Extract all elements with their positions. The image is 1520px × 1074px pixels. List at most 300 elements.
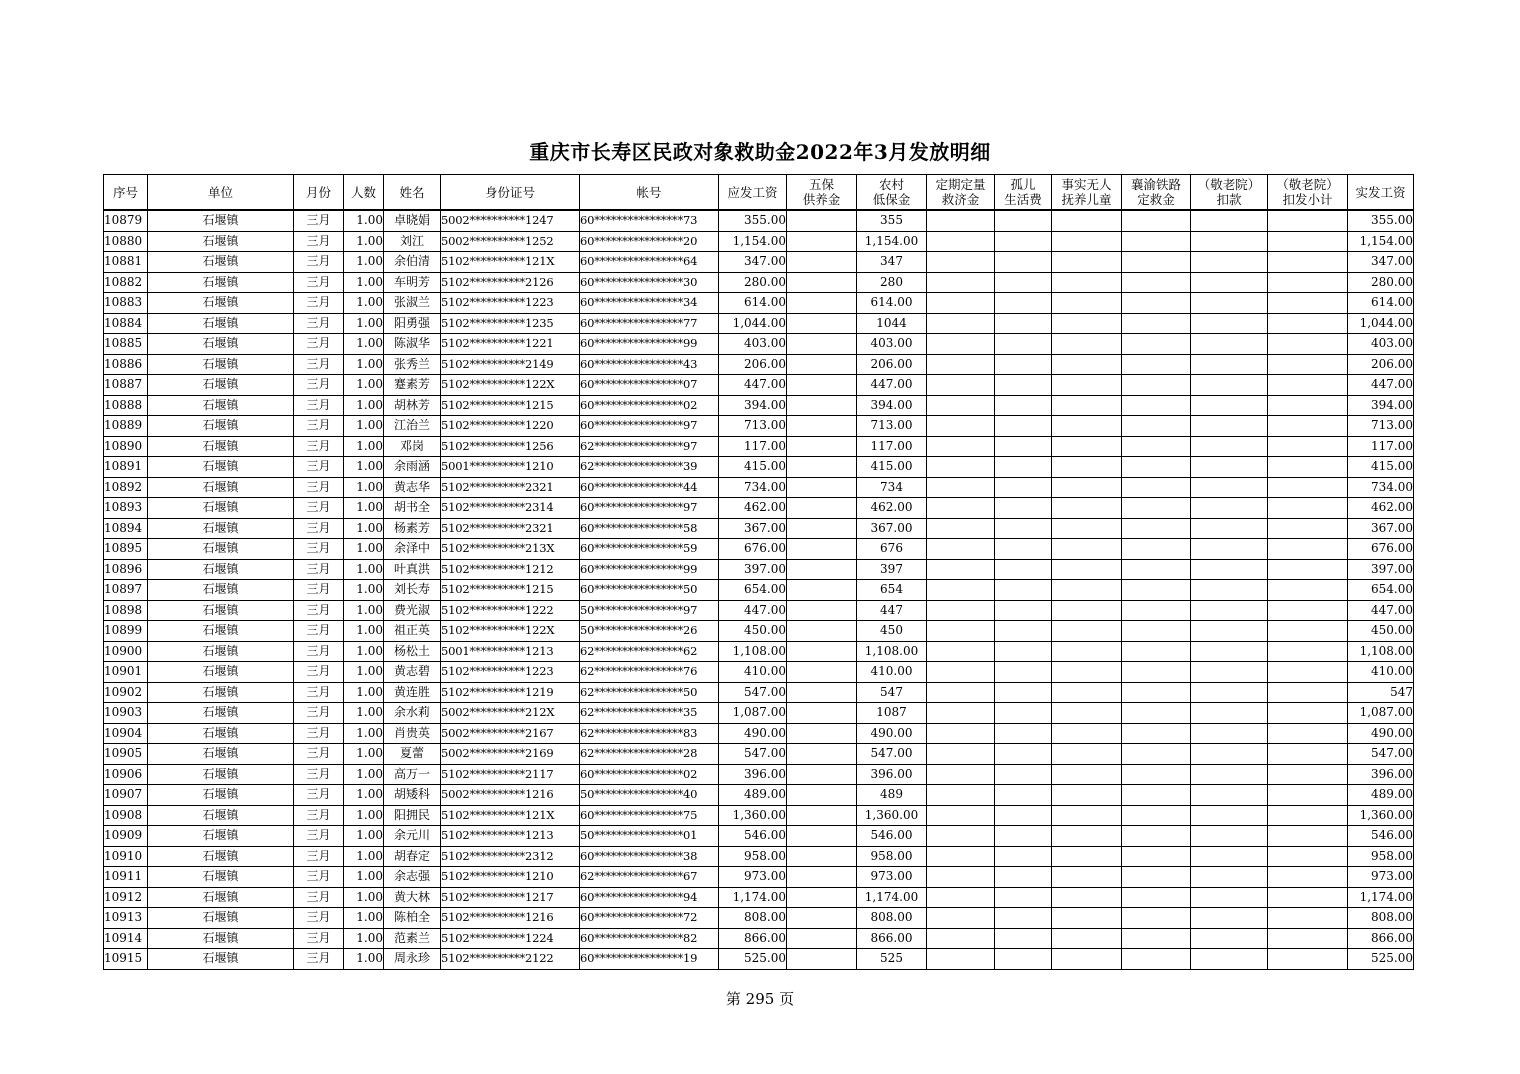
cell-xiangyu xyxy=(1122,662,1191,683)
cell-jlykk xyxy=(1191,949,1268,970)
cell-name: 江治兰 xyxy=(384,416,441,437)
cell-payable: 396.00 xyxy=(719,764,787,785)
cell-jlykk xyxy=(1191,559,1268,580)
table-row xyxy=(104,703,1414,724)
cell-unit: 石堰镇 xyxy=(148,887,294,908)
cell-id: 5102**********1215 xyxy=(441,395,580,416)
cell-month: 三月 xyxy=(294,805,344,826)
cell-dingqi xyxy=(927,805,995,826)
cell-wubao xyxy=(787,231,857,252)
cell-month: 三月 xyxy=(294,477,344,498)
cell-xiangyu xyxy=(1122,252,1191,273)
cell-guer xyxy=(995,887,1052,908)
col-name: 姓名 xyxy=(384,175,441,211)
cell-payable: 450.00 xyxy=(719,621,787,642)
cell-unit: 石堰镇 xyxy=(148,539,294,560)
cell-wubao xyxy=(787,498,857,519)
col-id: 身份证号 xyxy=(441,175,580,211)
cell-guer xyxy=(995,744,1052,765)
table-row xyxy=(104,334,1414,355)
cell-shishi xyxy=(1052,723,1122,744)
cell-payable: 1,174.00 xyxy=(719,887,787,908)
cell-name: 车明芳 xyxy=(384,272,441,293)
table-row xyxy=(104,231,1414,252)
cell-month: 三月 xyxy=(294,518,344,539)
cell-name: 夏蕾 xyxy=(384,744,441,765)
cell-id: 5102**********121X xyxy=(441,805,580,826)
cell-wubao xyxy=(787,457,857,478)
cell-payable: 614.00 xyxy=(719,293,787,314)
table-row xyxy=(104,457,1414,478)
cell-payable: 546.00 xyxy=(719,826,787,847)
cell-xiangyu xyxy=(1122,764,1191,785)
cell-payable: 1,087.00 xyxy=(719,703,787,724)
cell-jlykk xyxy=(1191,231,1268,252)
cell-month: 三月 xyxy=(294,436,344,457)
table-row xyxy=(104,764,1414,785)
cell-seq: 10910 xyxy=(104,846,148,867)
cell-name: 蹇素芳 xyxy=(384,375,441,396)
cell-dibao: 490.00 xyxy=(857,723,927,744)
cell-jlykk xyxy=(1191,641,1268,662)
cell-name: 叶真洪 xyxy=(384,559,441,580)
cell-jlyxj xyxy=(1268,334,1348,355)
cell-name: 祖正英 xyxy=(384,621,441,642)
cell-wubao xyxy=(787,662,857,683)
cell-dibao: 614.00 xyxy=(857,293,927,314)
cell-count: 1.00 xyxy=(344,908,384,929)
cell-payable: 206.00 xyxy=(719,354,787,375)
cell-count: 1.00 xyxy=(344,477,384,498)
cell-payable: 415.00 xyxy=(719,457,787,478)
cell-id: 5002**********1252 xyxy=(441,231,580,252)
table-row xyxy=(104,416,1414,437)
cell-name: 黄志碧 xyxy=(384,662,441,683)
cell-wubao xyxy=(787,477,857,498)
cell-id: 5102**********1216 xyxy=(441,908,580,929)
cell-name: 周永珍 xyxy=(384,949,441,970)
cell-count: 1.00 xyxy=(344,600,384,621)
cell-account: 60****************73 xyxy=(580,210,719,231)
cell-count: 1.00 xyxy=(344,313,384,334)
cell-jlykk xyxy=(1191,457,1268,478)
cell-seq: 10905 xyxy=(104,744,148,765)
cell-seq: 10886 xyxy=(104,354,148,375)
cell-dibao: 394.00 xyxy=(857,395,927,416)
cell-unit: 石堰镇 xyxy=(148,846,294,867)
cell-name: 黄大林 xyxy=(384,887,441,908)
table-row xyxy=(104,210,1414,231)
cell-jlyxj xyxy=(1268,559,1348,580)
cell-wubao xyxy=(787,210,857,231)
cell-id: 5102**********1212 xyxy=(441,559,580,580)
cell-seq: 10891 xyxy=(104,457,148,478)
cell-jlykk xyxy=(1191,703,1268,724)
cell-actual: 489.00 xyxy=(1348,785,1414,806)
cell-id: 5102**********122X xyxy=(441,375,580,396)
cell-count: 1.00 xyxy=(344,436,384,457)
cell-dingqi xyxy=(927,539,995,560)
table-row xyxy=(104,293,1414,314)
cell-actual: 676.00 xyxy=(1348,539,1414,560)
cell-account: 60****************59 xyxy=(580,539,719,560)
cell-guer xyxy=(995,293,1052,314)
cell-shishi xyxy=(1052,436,1122,457)
cell-count: 1.00 xyxy=(344,293,384,314)
cell-wubao xyxy=(787,416,857,437)
table-row xyxy=(104,641,1414,662)
cell-account: 60****************97 xyxy=(580,498,719,519)
cell-jlyxj xyxy=(1268,477,1348,498)
cell-payable: 394.00 xyxy=(719,395,787,416)
cell-jlyxj xyxy=(1268,231,1348,252)
cell-dingqi xyxy=(927,928,995,949)
cell-month: 三月 xyxy=(294,867,344,888)
cell-wubao xyxy=(787,949,857,970)
cell-jlyxj xyxy=(1268,580,1348,601)
cell-wubao xyxy=(787,744,857,765)
cell-dibao: 866.00 xyxy=(857,928,927,949)
col-payable: 应发工资 xyxy=(719,175,787,211)
cell-id: 5102**********2126 xyxy=(441,272,580,293)
table-row xyxy=(104,928,1414,949)
cell-seq: 10888 xyxy=(104,395,148,416)
cell-name: 胡林芳 xyxy=(384,395,441,416)
cell-payable: 367.00 xyxy=(719,518,787,539)
cell-dibao: 447.00 xyxy=(857,375,927,396)
cell-jlyxj xyxy=(1268,744,1348,765)
cell-month: 三月 xyxy=(294,826,344,847)
cell-shishi xyxy=(1052,764,1122,785)
cell-payable: 1,108.00 xyxy=(719,641,787,662)
cell-wubao xyxy=(787,313,857,334)
cell-jlykk xyxy=(1191,764,1268,785)
cell-jlykk xyxy=(1191,682,1268,703)
cell-guer xyxy=(995,949,1052,970)
cell-payable: 808.00 xyxy=(719,908,787,929)
cell-name: 卓晓娟 xyxy=(384,210,441,231)
cell-jlyxj xyxy=(1268,703,1348,724)
cell-month: 三月 xyxy=(294,600,344,621)
cell-dingqi xyxy=(927,826,995,847)
cell-dingqi xyxy=(927,375,995,396)
cell-dingqi xyxy=(927,293,995,314)
cell-dingqi xyxy=(927,457,995,478)
cell-count: 1.00 xyxy=(344,928,384,949)
cell-id: 5001**********1213 xyxy=(441,641,580,662)
cell-guer xyxy=(995,867,1052,888)
cell-shishi xyxy=(1052,641,1122,662)
table-row xyxy=(104,395,1414,416)
cell-seq: 10901 xyxy=(104,662,148,683)
cell-id: 5102**********122X xyxy=(441,621,580,642)
cell-seq: 10906 xyxy=(104,764,148,785)
cell-guer xyxy=(995,621,1052,642)
cell-id: 5002**********212X xyxy=(441,703,580,724)
cell-jlykk xyxy=(1191,600,1268,621)
cell-payable: 547.00 xyxy=(719,682,787,703)
table-row xyxy=(104,887,1414,908)
cell-guer xyxy=(995,703,1052,724)
table-row xyxy=(104,252,1414,273)
cell-id: 5002**********2169 xyxy=(441,744,580,765)
cell-dibao: 462.00 xyxy=(857,498,927,519)
cell-shishi xyxy=(1052,600,1122,621)
cell-xiangyu xyxy=(1122,621,1191,642)
cell-actual: 1,044.00 xyxy=(1348,313,1414,334)
cell-name: 黄连胜 xyxy=(384,682,441,703)
cell-name: 刘江 xyxy=(384,231,441,252)
cell-count: 1.00 xyxy=(344,457,384,478)
cell-count: 1.00 xyxy=(344,580,384,601)
cell-unit: 石堰镇 xyxy=(148,641,294,662)
cell-guer xyxy=(995,805,1052,826)
cell-month: 三月 xyxy=(294,375,344,396)
cell-month: 三月 xyxy=(294,723,344,744)
cell-unit: 石堰镇 xyxy=(148,744,294,765)
cell-xiangyu xyxy=(1122,723,1191,744)
cell-jlykk xyxy=(1191,662,1268,683)
cell-name: 余志强 xyxy=(384,867,441,888)
cell-id: 5102**********1256 xyxy=(441,436,580,457)
cell-shishi xyxy=(1052,313,1122,334)
cell-unit: 石堰镇 xyxy=(148,600,294,621)
cell-name: 肖贵英 xyxy=(384,723,441,744)
cell-id: 5102**********1219 xyxy=(441,682,580,703)
cell-shishi xyxy=(1052,703,1122,724)
table-row xyxy=(104,518,1414,539)
cell-count: 1.00 xyxy=(344,826,384,847)
cell-account: 60****************99 xyxy=(580,334,719,355)
cell-count: 1.00 xyxy=(344,703,384,724)
cell-count: 1.00 xyxy=(344,354,384,375)
table-row xyxy=(104,600,1414,621)
cell-jlykk xyxy=(1191,867,1268,888)
cell-name: 陈柏全 xyxy=(384,908,441,929)
cell-month: 三月 xyxy=(294,252,344,273)
cell-unit: 石堰镇 xyxy=(148,785,294,806)
cell-actual: 958.00 xyxy=(1348,846,1414,867)
cell-month: 三月 xyxy=(294,559,344,580)
cell-jlykk xyxy=(1191,805,1268,826)
cell-shishi xyxy=(1052,949,1122,970)
cell-wubao xyxy=(787,436,857,457)
cell-dibao: 1,360.00 xyxy=(857,805,927,826)
cell-id: 5102**********2314 xyxy=(441,498,580,519)
cell-id: 5102**********213X xyxy=(441,539,580,560)
cell-guer xyxy=(995,457,1052,478)
cell-seq: 10887 xyxy=(104,375,148,396)
cell-name: 张秀兰 xyxy=(384,354,441,375)
cell-name: 阳拥民 xyxy=(384,805,441,826)
cell-count: 1.00 xyxy=(344,375,384,396)
table-body xyxy=(104,210,1414,969)
cell-actual: 403.00 xyxy=(1348,334,1414,355)
header-row xyxy=(104,175,1414,211)
cell-name: 余元川 xyxy=(384,826,441,847)
cell-xiangyu xyxy=(1122,313,1191,334)
cell-dibao: 546.00 xyxy=(857,826,927,847)
cell-name: 高万一 xyxy=(384,764,441,785)
cell-month: 三月 xyxy=(294,354,344,375)
cell-month: 三月 xyxy=(294,928,344,949)
cell-wubao xyxy=(787,293,857,314)
cell-dingqi xyxy=(927,703,995,724)
cell-actual: 1,108.00 xyxy=(1348,641,1414,662)
cell-dibao: 280 xyxy=(857,272,927,293)
cell-jlyxj xyxy=(1268,928,1348,949)
table-row xyxy=(104,662,1414,683)
cell-guer xyxy=(995,272,1052,293)
cell-count: 1.00 xyxy=(344,539,384,560)
table-row xyxy=(104,313,1414,334)
cell-jlyxj xyxy=(1268,354,1348,375)
cell-jlykk xyxy=(1191,313,1268,334)
cell-jlyxj xyxy=(1268,457,1348,478)
cell-dingqi xyxy=(927,313,995,334)
cell-shishi xyxy=(1052,334,1122,355)
cell-wubao xyxy=(787,867,857,888)
cell-dingqi xyxy=(927,395,995,416)
cell-dingqi xyxy=(927,764,995,785)
cell-dingqi xyxy=(927,846,995,867)
cell-guer xyxy=(995,498,1052,519)
cell-actual: 462.00 xyxy=(1348,498,1414,519)
cell-shishi xyxy=(1052,498,1122,519)
cell-shishi xyxy=(1052,682,1122,703)
cell-wubao xyxy=(787,928,857,949)
cell-month: 三月 xyxy=(294,764,344,785)
cell-id: 5002**********1247 xyxy=(441,210,580,231)
cell-dibao: 713.00 xyxy=(857,416,927,437)
col-jlykk: （敬老院） 扣款 xyxy=(1191,175,1268,211)
cell-month: 三月 xyxy=(294,908,344,929)
cell-dingqi xyxy=(927,600,995,621)
cell-name: 阳勇强 xyxy=(384,313,441,334)
cell-guer xyxy=(995,313,1052,334)
cell-dingqi xyxy=(927,867,995,888)
cell-jlyxj xyxy=(1268,539,1348,560)
cell-xiangyu xyxy=(1122,805,1191,826)
cell-account: 62****************28 xyxy=(580,744,719,765)
cell-name: 余水莉 xyxy=(384,703,441,724)
cell-jlykk xyxy=(1191,887,1268,908)
cell-seq: 10896 xyxy=(104,559,148,580)
cell-account: 60****************19 xyxy=(580,949,719,970)
cell-seq: 10899 xyxy=(104,621,148,642)
cell-count: 1.00 xyxy=(344,559,384,580)
cell-xiangyu xyxy=(1122,682,1191,703)
cell-account: 62****************50 xyxy=(580,682,719,703)
cell-seq: 10889 xyxy=(104,416,148,437)
cell-jlyxj xyxy=(1268,805,1348,826)
cell-guer xyxy=(995,231,1052,252)
cell-guer xyxy=(995,395,1052,416)
cell-dibao: 447 xyxy=(857,600,927,621)
cell-dingqi xyxy=(927,334,995,355)
cell-month: 三月 xyxy=(294,395,344,416)
cell-unit: 石堰镇 xyxy=(148,723,294,744)
cell-shishi xyxy=(1052,744,1122,765)
cell-count: 1.00 xyxy=(344,846,384,867)
cell-count: 1.00 xyxy=(344,949,384,970)
table-row xyxy=(104,949,1414,970)
cell-jlyxj xyxy=(1268,252,1348,273)
cell-account: 60****************20 xyxy=(580,231,719,252)
cell-month: 三月 xyxy=(294,744,344,765)
cell-dibao: 117.00 xyxy=(857,436,927,457)
cell-account: 50****************26 xyxy=(580,621,719,642)
cell-name: 刘长寿 xyxy=(384,580,441,601)
cell-name: 黄志华 xyxy=(384,477,441,498)
cell-month: 三月 xyxy=(294,313,344,334)
cell-dingqi xyxy=(927,949,995,970)
cell-dingqi xyxy=(927,580,995,601)
cell-shishi xyxy=(1052,805,1122,826)
cell-seq: 10912 xyxy=(104,887,148,908)
cell-jlyxj xyxy=(1268,293,1348,314)
cell-month: 三月 xyxy=(294,334,344,355)
cell-unit: 石堰镇 xyxy=(148,272,294,293)
col-month: 月份 xyxy=(294,175,344,211)
cell-seq: 10879 xyxy=(104,210,148,231)
cell-count: 1.00 xyxy=(344,252,384,273)
cell-xiangyu xyxy=(1122,887,1191,908)
cell-dingqi xyxy=(927,682,995,703)
cell-seq: 10908 xyxy=(104,805,148,826)
cell-id: 5102**********1217 xyxy=(441,887,580,908)
table-row xyxy=(104,846,1414,867)
cell-unit: 石堰镇 xyxy=(148,908,294,929)
cell-guer xyxy=(995,641,1052,662)
cell-shishi xyxy=(1052,375,1122,396)
cell-jlyxj xyxy=(1268,949,1348,970)
cell-guer xyxy=(995,764,1052,785)
cell-actual: 355.00 xyxy=(1348,210,1414,231)
cell-dibao: 547 xyxy=(857,682,927,703)
col-actual: 实发工资 xyxy=(1348,175,1414,211)
table-row xyxy=(104,805,1414,826)
cell-xiangyu xyxy=(1122,210,1191,231)
cell-count: 1.00 xyxy=(344,231,384,252)
cell-count: 1.00 xyxy=(344,395,384,416)
cell-unit: 石堰镇 xyxy=(148,457,294,478)
cell-actual: 415.00 xyxy=(1348,457,1414,478)
cell-shishi xyxy=(1052,559,1122,580)
cell-account: 62****************76 xyxy=(580,662,719,683)
cell-id: 5102**********2321 xyxy=(441,477,580,498)
cell-unit: 石堰镇 xyxy=(148,559,294,580)
cell-jlyxj xyxy=(1268,723,1348,744)
cell-payable: 397.00 xyxy=(719,559,787,580)
cell-count: 1.00 xyxy=(344,334,384,355)
cell-dingqi xyxy=(927,559,995,580)
cell-name: 邓岗 xyxy=(384,436,441,457)
col-shishi: 事实无人 抚养儿童 xyxy=(1052,175,1122,211)
cell-jlykk xyxy=(1191,252,1268,273)
cell-jlyxj xyxy=(1268,908,1348,929)
cell-seq: 10913 xyxy=(104,908,148,929)
cell-xiangyu xyxy=(1122,826,1191,847)
cell-dibao: 206.00 xyxy=(857,354,927,375)
cell-count: 1.00 xyxy=(344,723,384,744)
cell-month: 三月 xyxy=(294,457,344,478)
cell-name: 胡书全 xyxy=(384,498,441,519)
cell-shishi xyxy=(1052,416,1122,437)
cell-actual: 1,174.00 xyxy=(1348,887,1414,908)
cell-name: 余伯清 xyxy=(384,252,441,273)
cell-jlyxj xyxy=(1268,272,1348,293)
